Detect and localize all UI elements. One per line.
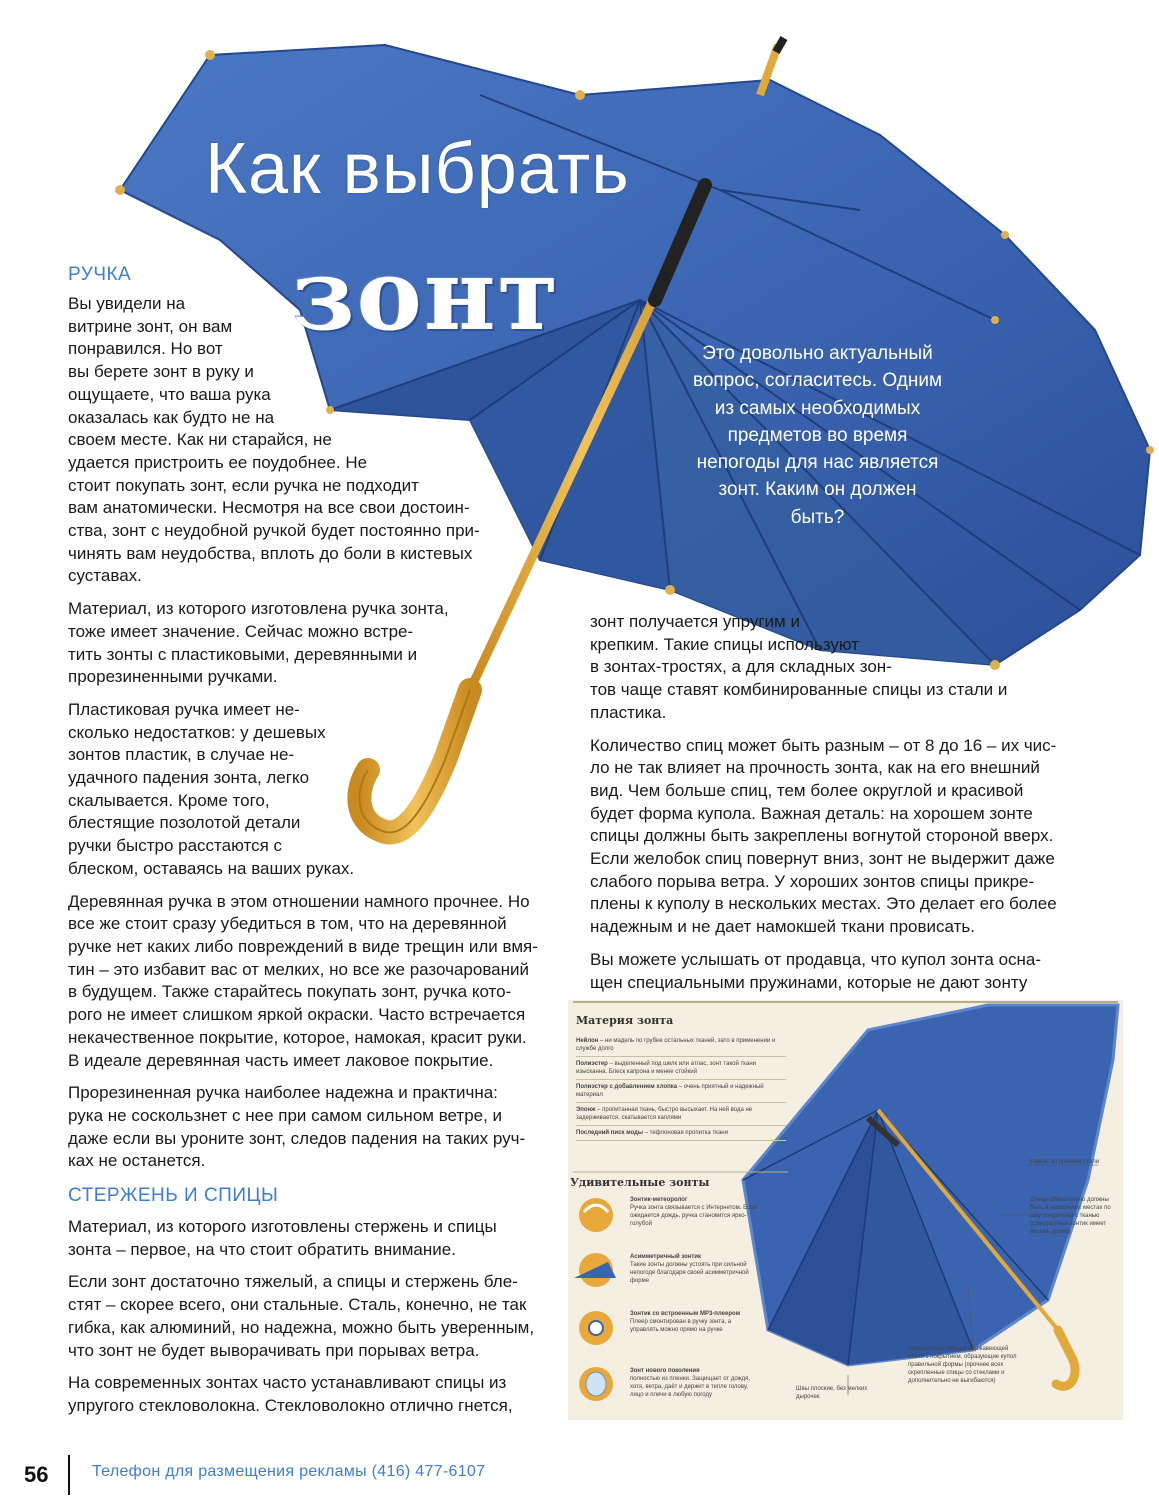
text-line: В идеале деревянная часть имеет лаковое покрытие. — [68, 1050, 494, 1070]
text-line: Вы можете услышать от продавца, что купол зонта осна- — [590, 949, 1042, 969]
text-line: щен специальными пружинами, которые не дают зонту — [590, 972, 1028, 992]
text-line: Если желобок спиц повернут вниз, зонт не выдержит даже — [590, 849, 1055, 869]
text-line: даже если вы уроните зонт, следов падения на таких руч- — [68, 1128, 526, 1148]
text-line: зонт получается упругим и — [590, 612, 800, 631]
material-name: Эпонж — [576, 1107, 596, 1113]
callout-frame: Каркас из прочной стали — [1030, 1159, 1100, 1165]
text-line: скалывается. Кроме того, — [68, 790, 270, 810]
material-name: Нейлон — [576, 1038, 599, 1044]
amazing-item — [630, 1253, 760, 1310]
text-line: вам анатомически. Несмотря на все свои достоин- — [68, 498, 470, 518]
text-line: Материал, из которого изготовлена ручка зонта, — [68, 599, 449, 619]
text-line: Пластиковая ручка имеет не- — [68, 699, 300, 719]
amazing-item — [630, 1310, 760, 1367]
amazing-desc: Плеер смонтирован в ручку зонта, а управлять можно прямо на ручке — [630, 1319, 732, 1333]
amazing-name: Зонтик-метеоролог — [630, 1197, 688, 1203]
amazing-item — [630, 1367, 760, 1424]
amazing-desc: Такие зонты должны устоять при сильной непогоде благодаря своей асимметричной форме — [630, 1262, 749, 1284]
text-line: в будущем. Также старайтесь покупать зонт, ручка кото- — [68, 982, 512, 1002]
text-line: витрине зонт, он вам — [68, 316, 233, 336]
material-row — [576, 1103, 786, 1126]
page-title-line1: Как выбрать — [205, 129, 630, 209]
text-line: удается пристроить ее поудобнее. Не — [68, 452, 368, 472]
material-desc: – выделенный под шелк или атлас, зонт такой ткани изысканна. Блеск капрона и менее стойкий — [576, 1061, 757, 1075]
text-line: ло не так влияет на прочность зонта, как на его внешний — [590, 758, 1040, 778]
text-line: слабого порыва ветра. У хороших зонтов спицы прикре- — [590, 871, 1035, 891]
text-line: стоит покупать зонт, если ручка не подходит — [68, 475, 419, 495]
left-column — [68, 264, 568, 1428]
text-line: спицы должны быть закреплены вогнутой стороной вверх. — [590, 826, 1054, 846]
amazing-list — [630, 1196, 760, 1424]
text-line: ках не останется. — [68, 1151, 206, 1171]
page-title-line2: зонт — [292, 238, 561, 353]
text-line: Вы увидели на — [68, 294, 186, 313]
material-row — [576, 1126, 786, 1141]
callout-spokes: Одинаковые спицы в нержавеющей стали с покрытием, образующие купол правильной формы (прочнее всех скрепленные спицы со стеклами и дополнительно не выгибаются) — [908, 1346, 1017, 1384]
intro-text: Это довольно актуальный вопрос, согласитесь. Одним из самых необходимых предметов во время непогоды для нас является зонт. Каким он должен быть? — [692, 343, 943, 528]
text-line: пластика. — [590, 702, 667, 722]
amazing-name: Асимметричный зонтик — [630, 1254, 702, 1260]
page-number: 56 — [24, 1462, 49, 1487]
paragraph — [68, 1271, 568, 1362]
text-line: блестящие позолотой детали — [68, 813, 301, 833]
text-line: На современных зонтах часто устанавливают спицы из — [68, 1373, 507, 1393]
paragraph — [68, 293, 568, 588]
material-title: Материя зонта — [576, 1014, 674, 1027]
paragraph — [590, 611, 1100, 725]
text-line: зонтов пластик, в случае не- — [68, 745, 295, 765]
paragraph — [68, 1372, 568, 1417]
text-line: что зонт не будет выворачивать при порывах ветра. — [68, 1340, 480, 1360]
text-line: стят – скорее всего, они стальные. Сталь, конечно, не так — [68, 1295, 527, 1315]
material-name: Полиэстер с добавлением хлопка — [576, 1084, 678, 1090]
paragraph — [68, 891, 568, 1073]
section-handle-body — [68, 293, 568, 1173]
paragraph — [590, 949, 1100, 994]
right-column — [590, 611, 1100, 1004]
amazing-item — [630, 1196, 760, 1253]
text-line: гибка, как алюминий, но надежна, можно быть уверенным, — [68, 1317, 535, 1337]
text-line: тов чаще ставят комбинированные спицы из стали и — [590, 680, 1008, 700]
amazing-icons — [574, 1198, 616, 1401]
text-line: прорезиненными ручками. — [68, 667, 278, 687]
text-line: ощущаете, что ваша рука — [68, 384, 271, 404]
section-heading-shaft: СТЕРЖЕНЬ И СПИЦЫ — [68, 1185, 279, 1207]
text-line: своем месте. Как ни старайся, не — [68, 430, 332, 450]
text-line: ства, зонт с неудобной ручкой будет постоянно при- — [68, 521, 480, 541]
text-line: в зонтах-тростях, а для складных зон- — [590, 657, 892, 677]
material-desc: – тефлоновая пропитка ткани — [642, 1130, 728, 1136]
amazing-title: Удивительные зонты — [570, 1176, 710, 1189]
text-line: сколько недостатков: у дешевых — [68, 722, 326, 742]
callout-seams: Швы плоские, без мелких дырочек — [796, 1386, 868, 1400]
text-line: Количество спиц может быть разным – от 8 до 16 – их чис- — [590, 735, 1057, 755]
text-line: суставах. — [68, 566, 142, 586]
text-line: удачного падения зонта, легко — [68, 768, 310, 788]
section-heading-handle: РУЧКА — [68, 264, 132, 285]
text-line: рука не соскользнет с нее при самом сильном ветре, и — [68, 1105, 503, 1125]
text-line: тоже имеет значение. Сейчас можно встре- — [68, 621, 414, 641]
paragraph — [68, 1082, 568, 1173]
text-line: все же стоит сразу убедиться в том, что на деревянной — [68, 914, 507, 934]
material-row — [576, 1080, 786, 1103]
text-line: чинять вам неудобства, вплоть до боли в кистевых — [68, 543, 473, 563]
paragraph — [590, 735, 1100, 939]
text-line: вид. Чем больше спиц, тем более округлой и красивой — [590, 780, 1024, 800]
text-line: упругого стекловолокна. Стекловолокно отлично гнется, — [68, 1395, 513, 1415]
material-row — [576, 1034, 786, 1057]
amazing-desc: Ручка зонта связывается с Интернетом. Если ожидается дождь, ручка становится ярко-голубой — [630, 1205, 757, 1227]
text-line: вы берете зонт в руку и — [68, 362, 254, 382]
text-line: Деревянная ручка в этом отношении намного прочнее. Но — [68, 891, 530, 911]
text-line: понравился. Но вот — [68, 339, 223, 359]
footer-ad-phone: Телефон для размещения рекламы (416) 477-6107 — [92, 1463, 486, 1480]
text-line: блеском, оставаясь на ваших руках. — [68, 858, 355, 878]
section-shaft-body — [68, 1216, 568, 1418]
material-desc: – ни мадель по грубее остальных тканей, зато в применении и службе долго — [576, 1038, 776, 1052]
text-line: оказалась как будто не на — [68, 407, 275, 427]
footer-divider — [68, 1455, 70, 1495]
material-list — [576, 1034, 786, 1141]
amazing-name: Зонтик со встроенным MP3-плеером — [630, 1311, 741, 1317]
text-line: зонта – первое, на что стоит обратить внимание. — [68, 1239, 456, 1259]
paragraph — [68, 598, 568, 689]
paragraph — [68, 1216, 568, 1261]
text-line: ручке нет каких либо повреждений в виде трещин или вмя- — [68, 936, 538, 956]
text-line: Если зонт достаточно тяжелый, а спицы и стержень бле- — [68, 1272, 518, 1292]
material-desc: – пропитанная ткань, быстро высыхает. На ней вода не задерживается, скатывается каплями — [576, 1107, 753, 1121]
material-name: Полиэстер — [576, 1061, 608, 1067]
paragraph — [68, 699, 568, 881]
text-line: ручки быстро расстаются с — [68, 836, 283, 856]
callout-ribs: Спицы обязательно должны быть в нескольких местах по шву соединены с тканью (стандартный зонтик имеет восемь долей) — [1030, 1197, 1111, 1235]
text-line: рого не имеет слишком яркой окраски. Часто встречается — [68, 1005, 526, 1025]
text-line: крепким. Такие спицы используют — [590, 634, 860, 654]
text-line: надежным и не дает намокшей ткани провисать. — [590, 917, 975, 937]
amazing-desc: полностью из пленки. Защищает от дождя, хотя, ветра, даёт и держит в тепле голову, лицо и плечи в любую погоду — [630, 1376, 751, 1398]
text-line: плены к куполу в нескольких местах. Это делает его более — [590, 894, 1057, 914]
text-line: тить зонты с пластиковыми, деревянными и — [68, 644, 418, 664]
material-name: Последний писк моды — [576, 1130, 643, 1136]
amazing-name: Зонт нового поколения — [630, 1368, 700, 1374]
text-line: некачественное покрытие, которое, намокая, красит руки. — [68, 1027, 527, 1047]
text-line: будет форма купола. Важная деталь: на хорошем зонте — [590, 803, 1033, 823]
text-line: Материал, из которого изготовлены стержень и спицы — [68, 1217, 497, 1237]
text-line: Прорезиненная ручка наиболее надежна и практична: — [68, 1083, 498, 1103]
text-line: тин – это избавит вас от мелких, но все же разочарований — [68, 959, 530, 979]
material-desc: – очень приятный и надежный материал — [576, 1084, 764, 1098]
material-row — [576, 1057, 786, 1080]
infographic — [568, 1000, 1123, 1420]
